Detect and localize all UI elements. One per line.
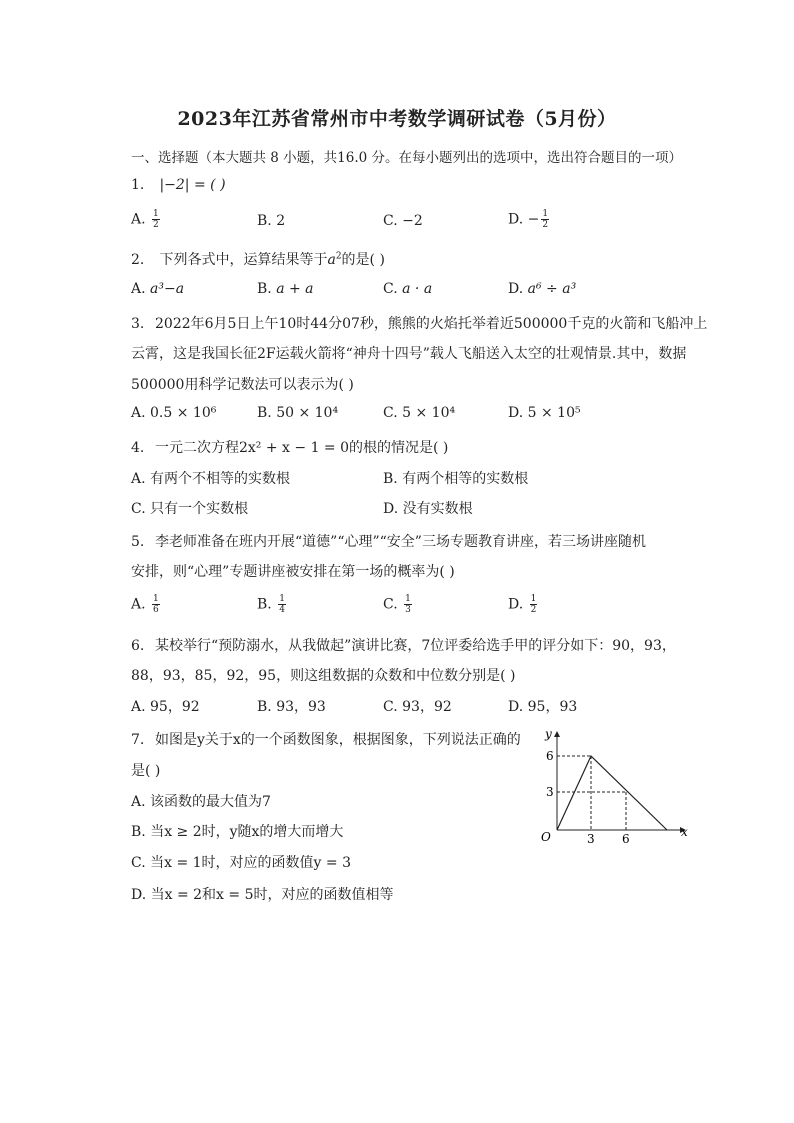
question-3-line-2: 云霄，这是我国长征2F运载火箭将“神舟十四号”载人飞船送入太空的壮观情景.其中，数据 bbox=[131, 346, 687, 362]
question-6-line-2: 88，93，85，92，95，则这组数据的众数和中位数分别是( ) bbox=[131, 668, 516, 684]
option-5a: A. $\frac{1}{6}$ bbox=[131, 594, 159, 615]
option-3a: A. 0.5 × 10⁶ bbox=[131, 405, 217, 421]
option-2a: A. a³−a bbox=[131, 281, 185, 297]
option-3b: B. 50 × 10⁴ bbox=[257, 405, 339, 421]
option-1a: A. $\frac{1}{2}$ bbox=[131, 209, 159, 230]
question-4: 4. 一元二次方程2x² + x − 1 = 0的根的情况是( ) bbox=[131, 440, 449, 456]
option-6a: A. 95，92 bbox=[131, 699, 200, 715]
y-tick-label: 6 bbox=[546, 749, 554, 763]
option-4b: B. 有两个相等的实数根 bbox=[383, 471, 529, 487]
option-2d: D. a⁶ ÷ a³ bbox=[508, 281, 577, 297]
function-graph bbox=[535, 726, 695, 846]
option-3d: D. 5 × 10⁵ bbox=[508, 405, 581, 421]
question-stem: |−2| = ( ) bbox=[159, 177, 226, 193]
option-7d: D. 当x = 2和x = 5时，对应的函数值相等 bbox=[131, 887, 394, 903]
option-4d: D. 没有实数根 bbox=[383, 501, 473, 517]
option-2c: C. a · a bbox=[383, 281, 433, 297]
option-5d: D. $\frac{1}{2}$ bbox=[508, 594, 537, 615]
option-1b: B. 2 bbox=[257, 213, 286, 229]
question-6: 6. 某校举行“预防溺水，从我做起”演讲比赛，7位评委给选手甲的评分如下：90，93， bbox=[131, 638, 676, 654]
y-axis-label: y bbox=[545, 727, 552, 741]
option-4c: C. 只有一个实数根 bbox=[131, 501, 249, 517]
x-tick-label: 6 bbox=[622, 832, 630, 846]
option-1c: C. −2 bbox=[383, 213, 423, 229]
function-line bbox=[557, 756, 667, 830]
question-5-line-2: 安排，则“心理”专题讲座被安排在第一场的概率为( ) bbox=[131, 564, 455, 580]
option-6b: B. 93，93 bbox=[257, 699, 326, 715]
option-2b: B. a + a bbox=[257, 281, 314, 297]
question-3: 3. 2022年6月5日上午10时44分07秒，熊熊的火焰托举着近500000千克的火箭和飞船冲上 bbox=[131, 316, 708, 332]
x-axis-label: x bbox=[681, 825, 688, 839]
option-5b: B. $\frac{1}{4}$ bbox=[257, 594, 285, 615]
option-1d: D. − $\frac{1}{2}$ bbox=[508, 209, 549, 230]
question-1 bbox=[131, 177, 226, 193]
section-heading: 一、选择题（本大题共 8 小题，共16.0 分。在每小题列出的选项中，选出符合题目的一项） bbox=[131, 150, 683, 166]
question-7: 7. 如图是y关于x的一个函数图象，根据图象，下列说法正确的 bbox=[131, 732, 521, 748]
question-3-line-3: 500000用科学记数法可以表示为( ) bbox=[131, 377, 354, 393]
fraction: $\frac{1}{2}$ bbox=[153, 209, 159, 230]
question-5: 5. 李老师准备在班内开展“道德”“心理”“安全”三场专题教育讲座，若三场讲座随机 bbox=[131, 534, 646, 550]
option-5c: C. $\frac{1}{3}$ bbox=[383, 594, 411, 615]
option-4a: A. 有两个不相等的实数根 bbox=[131, 471, 291, 487]
option-6d: D. 95，93 bbox=[508, 699, 578, 715]
option-7a: A. 该函数的最大值为7 bbox=[131, 794, 271, 810]
fraction: $\frac{1}{2}$ bbox=[542, 209, 549, 230]
option-7c: C. 当x = 1时，对应的函数值y = 3 bbox=[131, 855, 351, 871]
page-title: 2023年江苏省常州市中考数学调研试卷（5月份） bbox=[177, 108, 617, 130]
option-6c: C. 93，92 bbox=[383, 699, 452, 715]
y-tick-label: 3 bbox=[546, 785, 554, 799]
origin-label: O bbox=[541, 830, 551, 844]
question-number: 1. bbox=[131, 177, 145, 193]
question-7-line-2: 是( ) bbox=[131, 763, 161, 779]
question-2: 2. 下列各式中，运算结果等于$a^2$的是( ) bbox=[131, 251, 385, 268]
x-tick-label: 3 bbox=[587, 832, 595, 846]
option-3c: C. 5 × 10⁴ bbox=[383, 405, 456, 421]
option-7b: B. 当x ≥ 2时，y随x的增大而增大 bbox=[131, 824, 344, 840]
